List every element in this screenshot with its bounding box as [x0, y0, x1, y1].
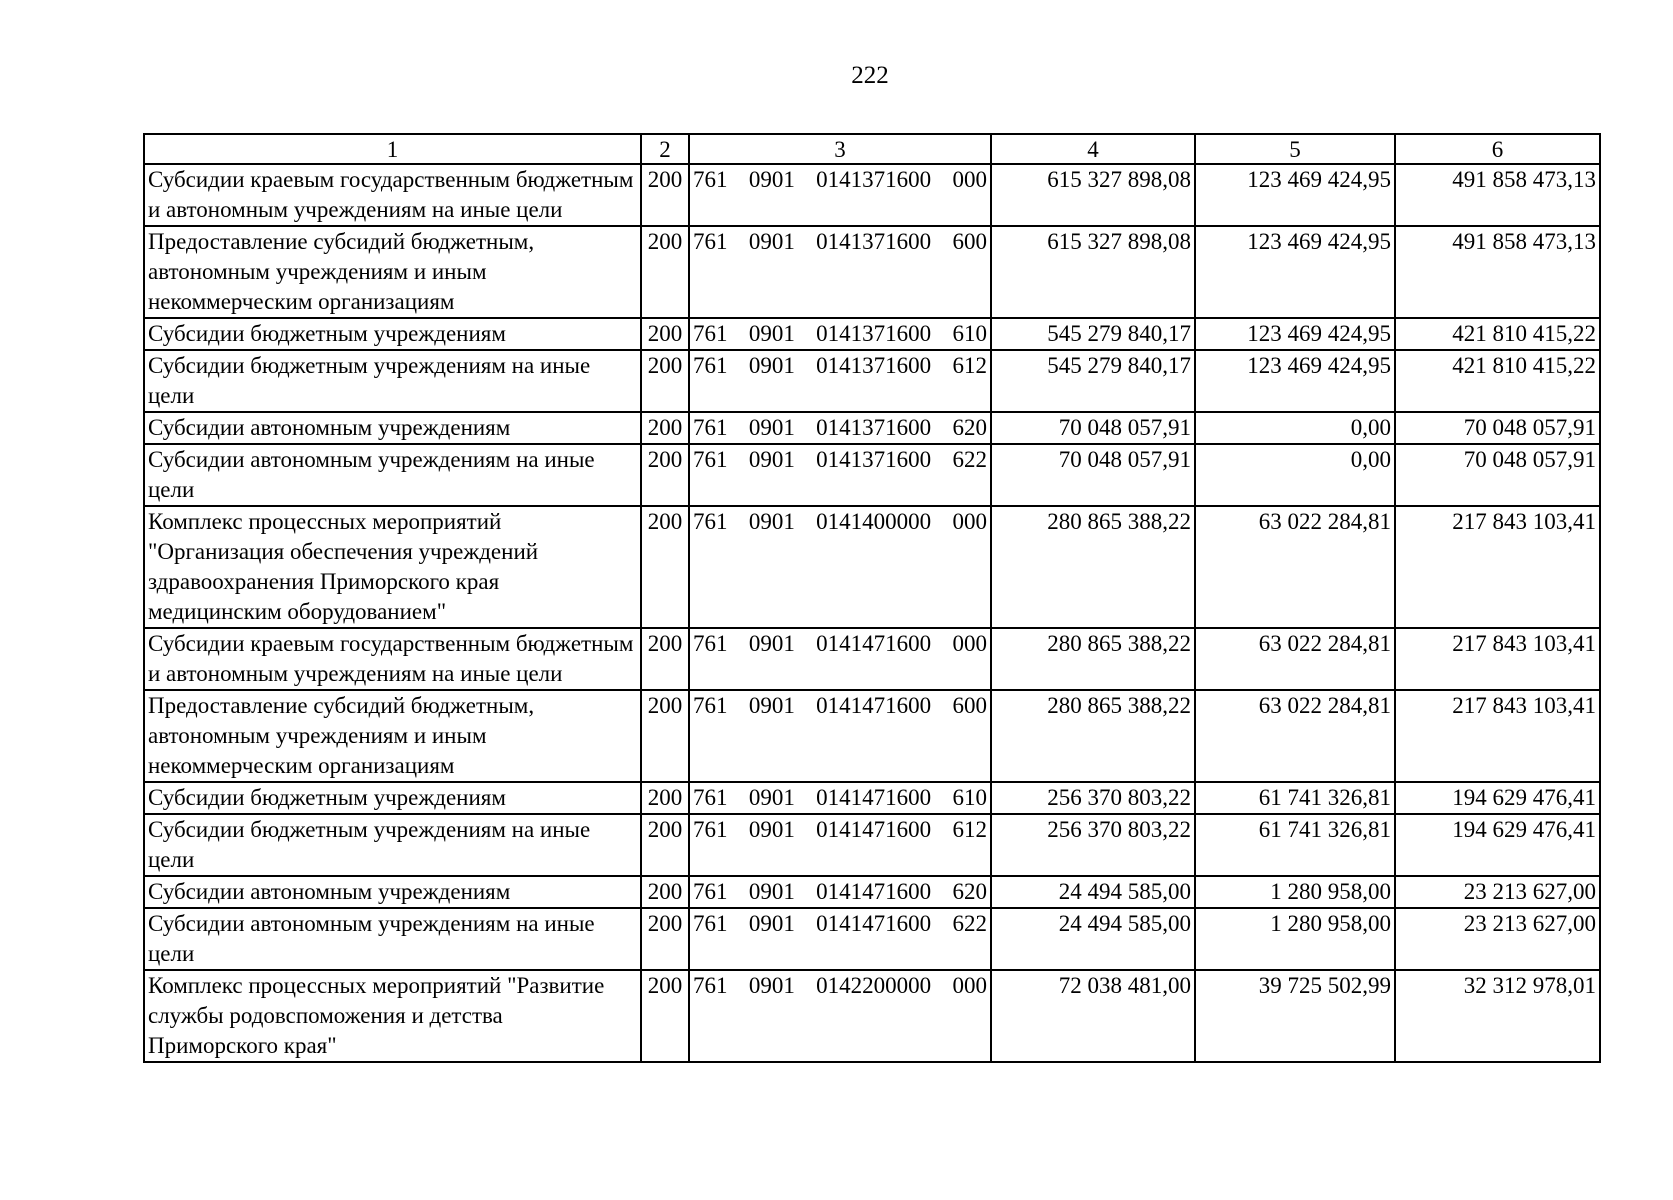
row-amount-4: 70 048 057,91	[991, 444, 1195, 506]
row-amount-6: 217 843 103,41	[1395, 690, 1600, 782]
column-header-3: 3	[689, 134, 991, 164]
row-code-2: 200	[641, 226, 689, 318]
classification-code-group	[693, 909, 987, 939]
row-amount-5: 0,00	[1195, 412, 1395, 444]
classification-code-group	[693, 815, 987, 845]
row-classification-code	[689, 908, 991, 970]
row-amount-5: 61 741 326,81	[1195, 814, 1395, 876]
row-amount-4: 545 279 840,17	[991, 318, 1195, 350]
section-code: 0901	[748, 229, 795, 254]
expense-type-code: 000	[952, 973, 987, 998]
classification-code-group	[693, 971, 987, 1001]
table-row	[144, 970, 1600, 1062]
target-article-code: 0141400000	[816, 509, 932, 534]
section-code: 0901	[748, 973, 795, 998]
row-amount-4: 545 279 840,17	[991, 350, 1195, 412]
classification-code-group	[693, 165, 987, 195]
row-amount-5: 61 741 326,81	[1195, 782, 1395, 814]
row-classification-code	[689, 782, 991, 814]
row-code-2: 200	[641, 690, 689, 782]
row-amount-5: 123 469 424,95	[1195, 226, 1395, 318]
row-classification-code	[689, 444, 991, 506]
section-code: 0901	[748, 167, 795, 192]
row-classification-code	[689, 876, 991, 908]
budget-table	[143, 133, 1601, 1063]
row-code-2: 200	[641, 814, 689, 876]
classification-code-group	[693, 877, 987, 907]
target-article-code: 0141471600	[816, 911, 932, 936]
row-code-2: 200	[641, 318, 689, 350]
department-code: 761	[693, 167, 728, 192]
table-header-row	[144, 134, 1600, 164]
classification-code-group	[693, 227, 987, 257]
row-amount-5: 123 469 424,95	[1195, 164, 1395, 226]
row-code-2: 200	[641, 444, 689, 506]
classification-code-group	[693, 351, 987, 381]
row-classification-code	[689, 226, 991, 318]
department-code: 761	[693, 229, 728, 254]
row-code-2: 200	[641, 350, 689, 412]
row-classification-code	[689, 628, 991, 690]
row-code-2: 200	[641, 506, 689, 628]
classification-code-group	[693, 783, 987, 813]
row-amount-4: 24 494 585,00	[991, 908, 1195, 970]
table-row	[144, 814, 1600, 876]
row-name: Субсидии автономным учреждениям	[144, 412, 641, 444]
target-article-code: 0141471600	[816, 817, 932, 842]
section-code: 0901	[748, 631, 795, 656]
row-amount-6: 217 843 103,41	[1395, 506, 1600, 628]
row-classification-code	[689, 412, 991, 444]
classification-code-group	[693, 445, 987, 475]
table-row	[144, 226, 1600, 318]
target-article-code: 0141371600	[816, 447, 932, 472]
row-amount-5: 1 280 958,00	[1195, 908, 1395, 970]
target-article-code: 0141371600	[816, 229, 932, 254]
section-code: 0901	[748, 321, 795, 346]
table-row	[144, 908, 1600, 970]
section-code: 0901	[748, 415, 795, 440]
expense-type-code: 600	[952, 229, 987, 254]
department-code: 761	[693, 415, 728, 440]
table-row	[144, 782, 1600, 814]
table-row	[144, 412, 1600, 444]
row-amount-4: 72 038 481,00	[991, 970, 1195, 1062]
row-amount-6: 421 810 415,22	[1395, 318, 1600, 350]
row-code-2: 200	[641, 876, 689, 908]
expense-type-code: 000	[952, 631, 987, 656]
department-code: 761	[693, 353, 728, 378]
column-header-2: 2	[641, 134, 689, 164]
row-amount-6: 217 843 103,41	[1395, 628, 1600, 690]
target-article-code: 0142200000	[816, 973, 932, 998]
row-amount-4: 24 494 585,00	[991, 876, 1195, 908]
row-amount-6: 32 312 978,01	[1395, 970, 1600, 1062]
table-row	[144, 444, 1600, 506]
row-classification-code	[689, 814, 991, 876]
classification-code-group	[693, 507, 987, 537]
row-code-2: 200	[641, 782, 689, 814]
row-amount-4: 280 865 388,22	[991, 506, 1195, 628]
section-code: 0901	[748, 509, 795, 534]
section-code: 0901	[748, 353, 795, 378]
row-code-2: 200	[641, 164, 689, 226]
row-amount-5: 0,00	[1195, 444, 1395, 506]
column-header-1: 1	[144, 134, 641, 164]
department-code: 761	[693, 911, 728, 936]
target-article-code: 0141471600	[816, 785, 932, 810]
section-code: 0901	[748, 817, 795, 842]
page-number: 222	[851, 62, 889, 89]
section-code: 0901	[748, 879, 795, 904]
classification-code-group	[693, 319, 987, 349]
row-name: Предоставление субсидий бюджетным, автономным учреждениям и иным некоммерческим организациям	[144, 226, 641, 318]
row-name: Предоставление субсидий бюджетным, автономным учреждениям и иным некоммерческим организациям	[144, 690, 641, 782]
target-article-code: 0141471600	[816, 693, 932, 718]
table-row	[144, 628, 1600, 690]
expense-type-code: 000	[952, 167, 987, 192]
expense-type-code: 620	[952, 415, 987, 440]
row-amount-6: 23 213 627,00	[1395, 876, 1600, 908]
department-code: 761	[693, 321, 728, 346]
column-header-4: 4	[991, 134, 1195, 164]
target-article-code: 0141371600	[816, 321, 932, 346]
row-amount-4: 256 370 803,22	[991, 782, 1195, 814]
target-article-code: 0141471600	[816, 631, 932, 656]
section-code: 0901	[748, 911, 795, 936]
row-classification-code	[689, 164, 991, 226]
department-code: 761	[693, 785, 728, 810]
section-code: 0901	[748, 447, 795, 472]
row-code-2: 200	[641, 908, 689, 970]
expense-type-code: 612	[952, 817, 987, 842]
row-amount-5: 39 725 502,99	[1195, 970, 1395, 1062]
row-amount-5: 1 280 958,00	[1195, 876, 1395, 908]
row-amount-6: 421 810 415,22	[1395, 350, 1600, 412]
table-row	[144, 350, 1600, 412]
row-classification-code	[689, 690, 991, 782]
expense-type-code: 600	[952, 693, 987, 718]
row-name: Субсидии автономным учреждениям на иные цели	[144, 444, 641, 506]
row-name: Субсидии бюджетным учреждениям на иные цели	[144, 814, 641, 876]
target-article-code: 0141371600	[816, 167, 932, 192]
classification-code-group	[693, 629, 987, 659]
table-row	[144, 318, 1600, 350]
row-name: Субсидии бюджетным учреждениям	[144, 782, 641, 814]
row-amount-6: 70 048 057,91	[1395, 412, 1600, 444]
row-name: Субсидии автономным учреждениям на иные цели	[144, 908, 641, 970]
expense-type-code: 000	[952, 509, 987, 534]
row-amount-6: 194 629 476,41	[1395, 814, 1600, 876]
row-amount-5: 123 469 424,95	[1195, 350, 1395, 412]
row-amount-4: 615 327 898,08	[991, 164, 1195, 226]
row-amount-5: 63 022 284,81	[1195, 506, 1395, 628]
department-code: 761	[693, 447, 728, 472]
target-article-code: 0141471600	[816, 879, 932, 904]
row-amount-5: 123 469 424,95	[1195, 318, 1395, 350]
row-classification-code	[689, 506, 991, 628]
row-amount-6: 491 858 473,13	[1395, 226, 1600, 318]
expense-type-code: 612	[952, 353, 987, 378]
expense-type-code: 620	[952, 879, 987, 904]
row-amount-5: 63 022 284,81	[1195, 690, 1395, 782]
target-article-code: 0141371600	[816, 415, 932, 440]
table-row	[144, 876, 1600, 908]
row-name: Субсидии автономным учреждениям	[144, 876, 641, 908]
row-name: Субсидии бюджетным учреждениям на иные цели	[144, 350, 641, 412]
department-code: 761	[693, 973, 728, 998]
row-code-2: 200	[641, 628, 689, 690]
row-amount-6: 194 629 476,41	[1395, 782, 1600, 814]
department-code: 761	[693, 631, 728, 656]
row-name: Субсидии бюджетным учреждениям	[144, 318, 641, 350]
table-body	[144, 164, 1600, 1062]
row-name: Комплекс процессных мероприятий "Организация обеспечения учреждений здравоохранения Приморского края медицинским оборудованием"	[144, 506, 641, 628]
department-code: 761	[693, 817, 728, 842]
row-amount-4: 70 048 057,91	[991, 412, 1195, 444]
department-code: 761	[693, 693, 728, 718]
department-code: 761	[693, 509, 728, 534]
table-row	[144, 690, 1600, 782]
row-amount-5: 63 022 284,81	[1195, 628, 1395, 690]
expense-type-code: 622	[952, 447, 987, 472]
row-classification-code	[689, 350, 991, 412]
row-name: Комплекс процессных мероприятий "Развитие службы родовспоможения и детства Приморского края"	[144, 970, 641, 1062]
expense-type-code: 610	[952, 321, 987, 346]
row-amount-4: 280 865 388,22	[991, 628, 1195, 690]
row-code-2: 200	[641, 412, 689, 444]
target-article-code: 0141371600	[816, 353, 932, 378]
department-code: 761	[693, 879, 728, 904]
column-header-5: 5	[1195, 134, 1395, 164]
row-amount-4: 280 865 388,22	[991, 690, 1195, 782]
table-row	[144, 506, 1600, 628]
section-code: 0901	[748, 693, 795, 718]
row-name: Субсидии краевым государственным бюджетным и автономным учреждениям на иные цели	[144, 628, 641, 690]
row-amount-6: 23 213 627,00	[1395, 908, 1600, 970]
row-classification-code	[689, 318, 991, 350]
row-code-2: 200	[641, 970, 689, 1062]
table-row	[144, 164, 1600, 226]
row-amount-4: 256 370 803,22	[991, 814, 1195, 876]
row-classification-code	[689, 970, 991, 1062]
section-code: 0901	[748, 785, 795, 810]
expense-type-code: 610	[952, 785, 987, 810]
row-amount-6: 70 048 057,91	[1395, 444, 1600, 506]
row-amount-4: 615 327 898,08	[991, 226, 1195, 318]
classification-code-group	[693, 413, 987, 443]
column-header-6: 6	[1395, 134, 1600, 164]
row-name: Субсидии краевым государственным бюджетным и автономным учреждениям на иные цели	[144, 164, 641, 226]
classification-code-group	[693, 691, 987, 721]
expense-type-code: 622	[952, 911, 987, 936]
row-amount-6: 491 858 473,13	[1395, 164, 1600, 226]
